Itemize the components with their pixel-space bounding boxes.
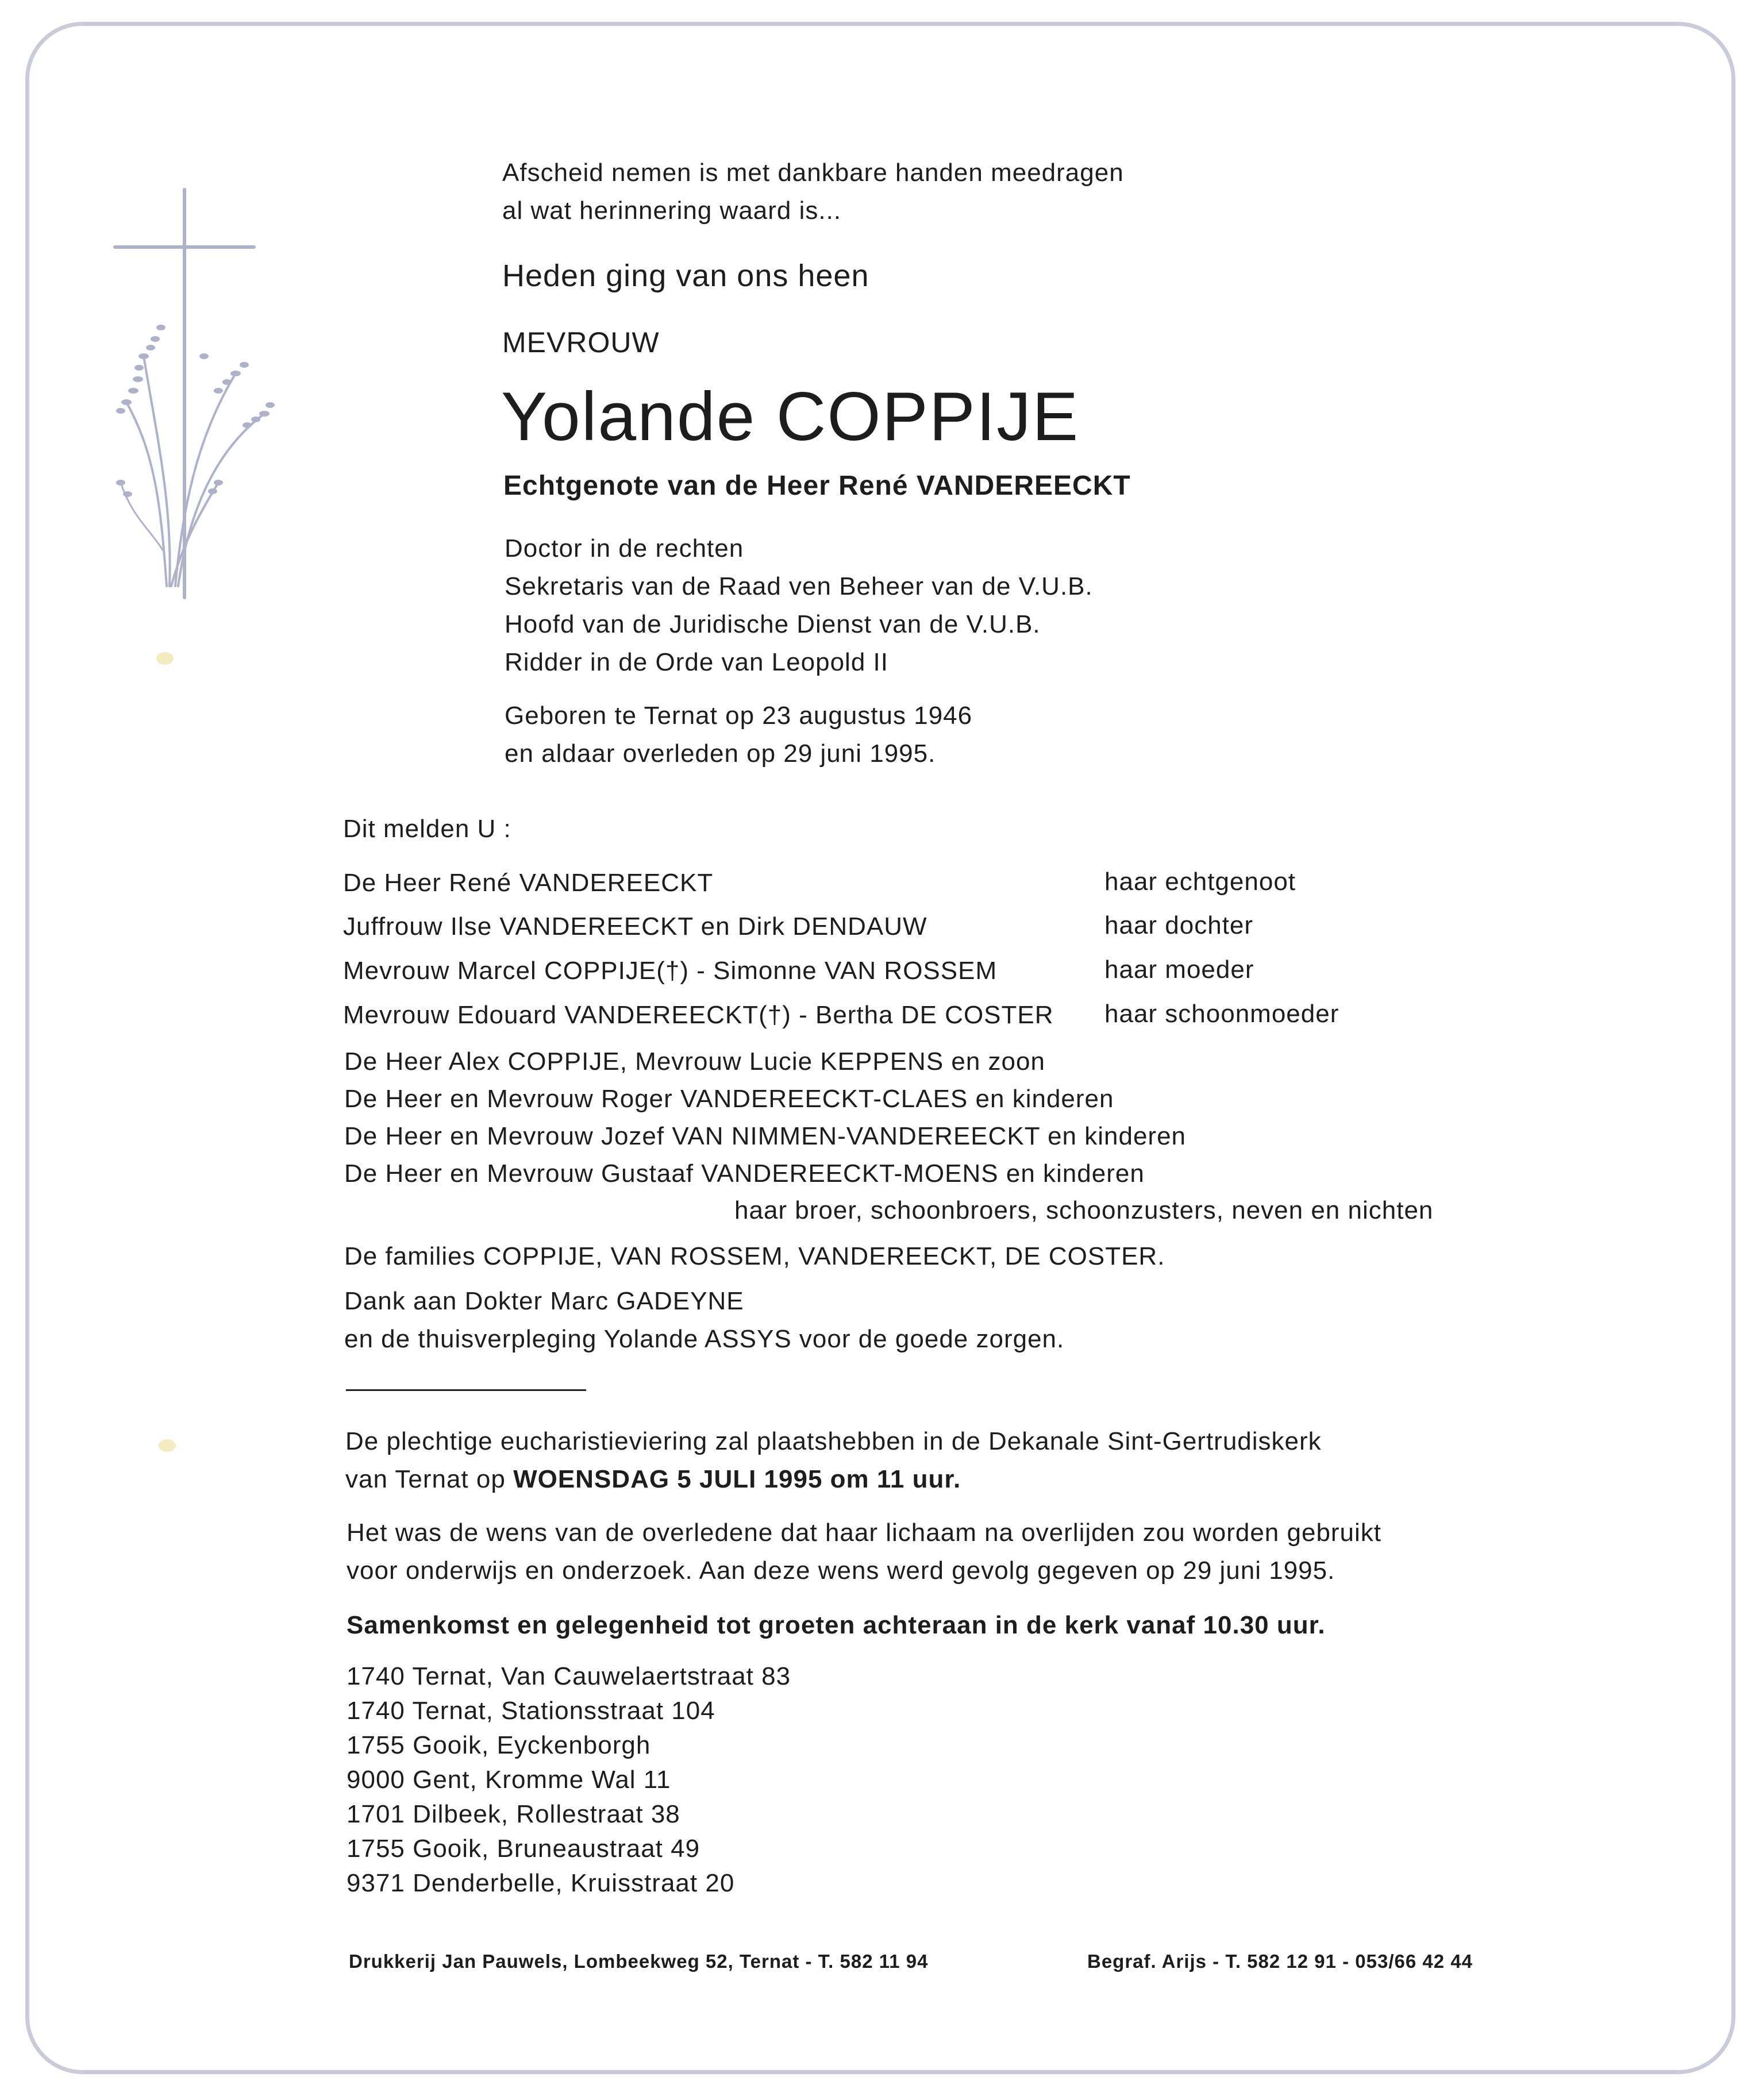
ceremony-prefix: van Ternat op [345, 1465, 514, 1493]
deceased-name: Yolande COPPIJE [501, 378, 1080, 455]
title-line: Doctor in de rechten [505, 534, 744, 562]
address-line: 1755 Gooik, Eyckenborgh [347, 1731, 651, 1759]
ceremony-line [345, 1461, 961, 1498]
siblings-relation: haar broer, schoonbroers, schoonzusters, neven en nichten [734, 1196, 1434, 1224]
paper-spot [159, 1439, 176, 1452]
sibling-line: De Heer Alex COPPIJE, Mevrouw Lucie KEPPENS en zoon [344, 1047, 1045, 1076]
wish-line: Het was de wens van de overledene dat haar lichaam na overlijden zou worden gebruikt [347, 1519, 1382, 1547]
relative-name: Mevrouw Edouard VANDEREECKT(†) - Bertha DE COSTER [343, 1001, 1054, 1029]
motto-line: al wat herinnering waard is... [502, 196, 842, 225]
title-prefix: MEVROUW [502, 326, 660, 359]
birth-line: Geboren te Ternat op 23 augustus 1946 [505, 702, 973, 730]
notify-intro: Dit melden U : [343, 815, 511, 843]
paper-spot [156, 652, 174, 665]
relative-relation: haar dochter [1104, 911, 1254, 939]
spouse-line: Echtgenote van de Heer René VANDEREECKT [503, 471, 1131, 501]
undertaker-credit: Begraf. Arijs - T. 582 12 91 - 053/66 42 44 [1087, 1951, 1473, 1972]
wish-line: voor onderwijs en onderzoek. Aan deze wens werd gevolg gegeven op 29 juni 1995. [347, 1556, 1335, 1585]
relative-name: Juffrouw Ilse VANDEREECKT en Dirk DENDAUW [343, 912, 927, 941]
printer-credit: Drukkerij Jan Pauwels, Lombeekweg 52, Ternat - T. 582 11 94 [349, 1951, 929, 1972]
relative-relation: haar echtgenoot [1104, 868, 1296, 896]
address-line: 1755 Gooik, Bruneaustraat 49 [347, 1835, 700, 1863]
address-line: 1701 Dilbeek, Rollestraat 38 [347, 1800, 680, 1828]
ceremony-date: WOENSDAG 5 JULI 1995 om 11 uur. [513, 1465, 961, 1493]
title-line: Hoofd van de Juridische Dienst van de V.U.B. [505, 610, 1041, 638]
ceremony-line: De plechtige eucharistieviering zal plaatshebben in de Dekanale Sint-Gertrudiskerk [345, 1427, 1322, 1455]
relative-relation: haar moeder [1104, 955, 1254, 984]
title-line: Sekretaris van de Raad ven Beheer van de V.U.B. [505, 572, 1093, 600]
motto-line: Afscheid nemen is met dankbare handen meedragen [502, 159, 1124, 187]
families-line: De families COPPIJE, VAN ROSSEM, VANDEREECKT, DE COSTER. [344, 1242, 1165, 1270]
sibling-line: De Heer en Mevrouw Gustaaf VANDEREECKT-MOENS en kinderen [344, 1159, 1145, 1188]
address-line: 9371 Denderbelle, Kruisstraat 20 [347, 1869, 735, 1897]
sibling-line: De Heer en Mevrouw Roger VANDEREECKT-CLAES en kinderen [344, 1085, 1114, 1113]
announcement: Heden ging van ons heen [502, 259, 869, 293]
death-line: en aldaar overleden op 29 juni 1995. [505, 739, 936, 768]
separator-rule [346, 1389, 586, 1391]
address-line: 1740 Ternat, Van Cauwelaertstraat 83 [347, 1662, 791, 1690]
title-line: Ridder in de Orde van Leopold II [505, 648, 888, 676]
relative-name: Mevrouw Marcel COPPIJE(†) - Simonne VAN ROSSEM [343, 957, 998, 985]
thanks-line: en de thuisverpleging Yolande ASSYS voor de goede zorgen. [344, 1325, 1065, 1353]
thanks-line: Dank aan Dokter Marc GADEYNE [344, 1287, 744, 1315]
relative-name: De Heer René VANDEREECKT [343, 869, 714, 897]
sibling-line: De Heer en Mevrouw Jozef VAN NIMMEN-VANDEREECKT en kinderen [344, 1122, 1187, 1150]
address-line: 1740 Ternat, Stationsstraat 104 [347, 1697, 715, 1725]
address-line: 9000 Gent, Kromme Wal 11 [347, 1766, 671, 1794]
gathering-line: Samenkomst en gelegenheid tot groeten achteraan in de kerk vanaf 10.30 uur. [347, 1611, 1326, 1639]
relative-relation: haar schoonmoeder [1104, 1000, 1339, 1028]
cross-wheat-ornament [103, 184, 287, 603]
